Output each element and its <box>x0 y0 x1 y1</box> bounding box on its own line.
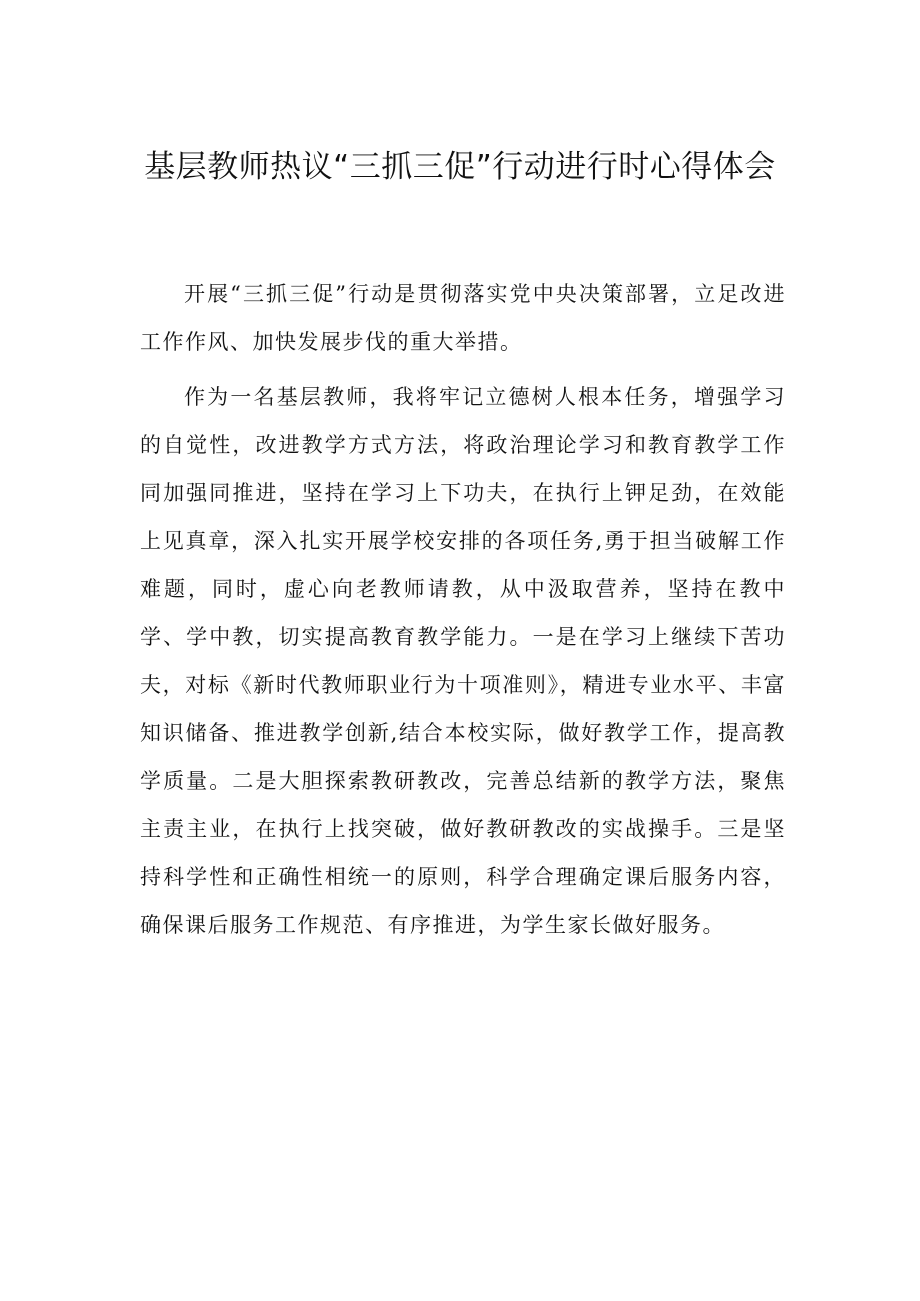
document-title: 基层教师热议“三抓三促”行动进行时心得体会 <box>144 149 776 185</box>
paragraph-intro: 开展“三抓三促”行动是贯彻落实党中央决策部署，立足改进工作作风、加快发展步伐的重大举措。 <box>140 282 786 354</box>
document-body <box>140 270 786 956</box>
paragraph-main: 作为一名基层教师，我将牢记立德树人根本任务，增强学习的自觉性，改进教学方式方法，将政治理论学习和教育教学工作同加强同推进，坚持在学习上下功夫，在执行上钾足劲，在效能上见真章，深入扎实开展学校安排的各项任务,勇于担当破解工作难题，同时，虚心向老教师请教，从中汲取营养，坚持在教中学、学中教，切实提高教育教学能力。一是在学习上继续下苦功夫，对标《新时代教师职业行为十项准则》，精进专业水平、丰富知识储备、推进教学创新,结合本校实际，做好教学工作，提高教学质量。二是大胆探索教研教改，完善总结新的教学方法，聚焦主责主业，在执行上找突破，做好教研教改的实战操手。三是坚持科学性和正确性相统一的原则，科学合理确定课后服务内容，确保课后服务工作规范、有序推进，为学生家长做好服务。 <box>140 385 786 937</box>
